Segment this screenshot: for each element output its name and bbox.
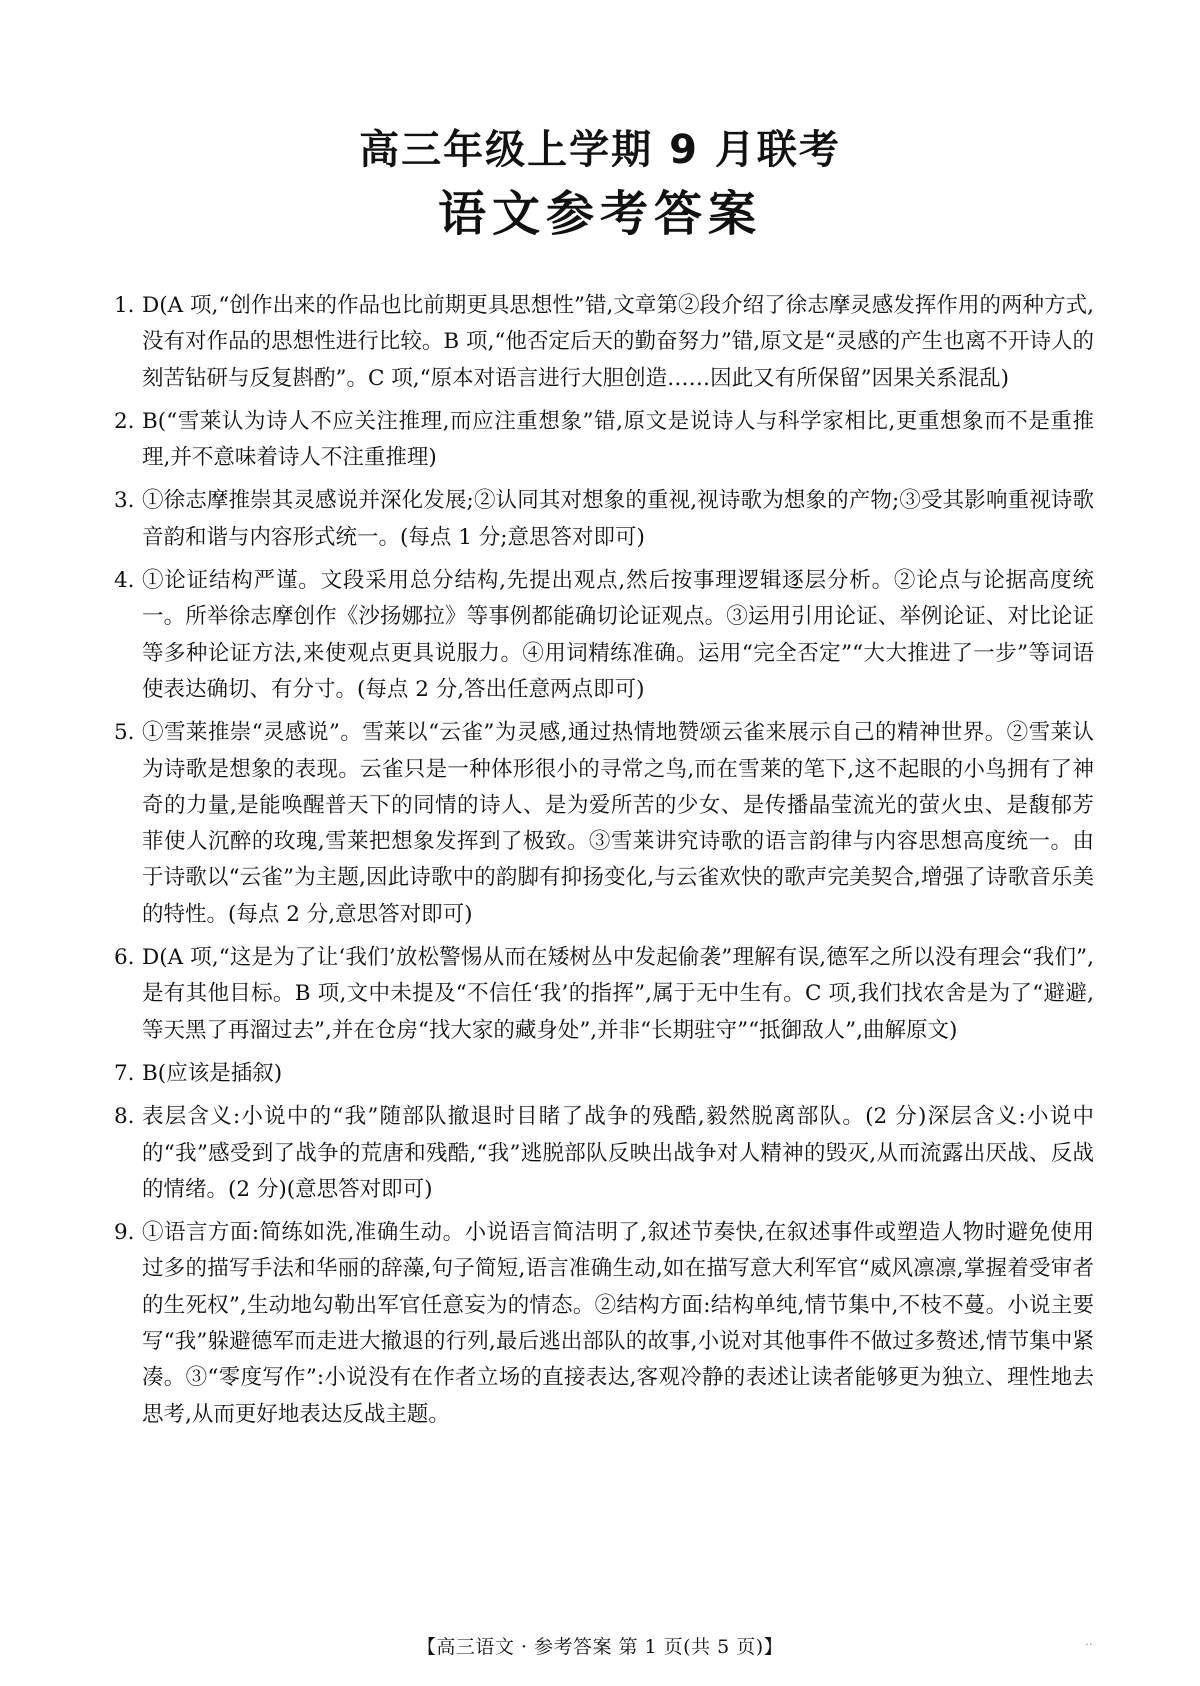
- answer-item-9: [114, 1215, 1094, 1433]
- answer-item-5: [114, 715, 1094, 933]
- answer-number: 4.: [114, 568, 135, 594]
- answer-number: 5.: [114, 720, 135, 746]
- answer-text: D(A 项,“创作出来的作品也比前期更具思想性”错,文章第②段介绍了徐志摩灵感发挥作用的两种方式,没有对作品的思想性进行比较。B 项,“他否定后天的勤奋努力”错,原文是“灵感的产生也离不开诗人的刻苦钻研与反复斟酌”。C 项,“原本对语言进行大胆创造……因此又有所保留”因果关系混乱): [142, 293, 1094, 391]
- title-block: [0, 124, 1200, 244]
- answer-number: 8.: [114, 1104, 135, 1130]
- answer-text: ①雪莱推崇“灵感说”。雪莱以“云雀”为灵感,通过热情地赞颂云雀来展示自己的精神世界。②雪莱认为诗歌是想象的表现。云雀只是一种体形很小的寻常之鸟,而在雪莱的笔下,这不起眼的小鸟拥有了神奇的力量,是能唤醒普天下的同情的诗人、是为爱所苦的少女、是传播晶莹流光的萤火虫、是馥郁芳菲使人沉醉的玫瑰,雪莱把想象发挥到了极致。③雪莱讲究诗歌的语言韵律与内容思想高度统一。由于诗歌以“云雀”为主题,因此诗歌中的韵脚有抑扬变化,与云雀欢快的歌声完美契合,增强了诗歌音乐美的特性。(每点 2 分,意思答对即可): [142, 720, 1094, 927]
- answer-text: D(A 项,“这是为了让‘我们’放松警惕从而在矮树丛中发起偷袭”理解有误,德军之所以没有理会“我们”,是有其他目标。B 项,文中未提及“不信任‘我’的指挥”,属于无中生有。C 项,我们找农舍是为了“避避,等天黑了再溜过去”,并在仓房“找大家的藏身处”,并非“长期驻守”“抵御敌人”,曲解原文): [142, 945, 1094, 1043]
- document-subtitle: 语文参考答案: [437, 186, 762, 242]
- answer-item-4: [114, 563, 1094, 708]
- scan-mark: ..: [1085, 1634, 1093, 1648]
- answer-text: ①徐志摩推崇其灵感说并深化发展;②认同其对想象的重视,视诗歌为想象的产物;③受其影响重视诗歌音韵和谐与内容形式统一。(每点 1 分;意思答对即可): [142, 488, 1094, 550]
- answer-item-1: [114, 288, 1094, 397]
- answer-item-3: [114, 483, 1094, 556]
- answer-text: B(应该是插叙): [142, 1060, 283, 1086]
- answer-text: 表层含义:小说中的“我”随部队撤退时目睹了战争的残酷,毅然脱离部队。(2 分)深层含义:小说中的“我”感受到了战争的荒唐和残酷,“我”逃脱部队反映出战争对人精神的毁灭,从而流露出厌战、反战的情绪。(2 分)(意思答对即可): [142, 1104, 1094, 1202]
- exam-title: 高三年级上学期 9 月联考: [359, 127, 841, 173]
- answer-number: 2.: [114, 408, 135, 434]
- answer-number: 9.: [114, 1220, 135, 1246]
- answer-item-8: [114, 1099, 1094, 1208]
- answer-number: 3.: [114, 488, 135, 514]
- answer-number: 7.: [114, 1060, 135, 1086]
- answer-item-2: [114, 404, 1094, 477]
- answer-text: ①语言方面:简练如洗,准确生动。小说语言简洁明了,叙述节奏快,在叙述事件或塑造人物时避免使用过多的描写手法和华丽的辞藻,句子简短,语言准确生动,如在描写意大利军官“威风凛凛,掌握着受审者的生死权”,生动地勾勒出军官任意妄为的情态。②结构方面:结构单纯,情节集中,不枝不蔓。小说主要写“我”躲避德军而走进大撤退的行列,最后逃出部队的故事,小说对其他事件不做过多赘述,情节集中紧凑。③“零度写作”:小说没有在作者立场的直接表达,客观冷静的表述让读者能够更为独立、理性地去思考,从而更好地表达反战主题。: [142, 1220, 1094, 1427]
- answer-item-6: [114, 940, 1094, 1049]
- answer-list: [114, 288, 1094, 1440]
- answer-item-7: [114, 1056, 1094, 1092]
- page-footer: 【高三语文 · 参考答案 第 1 页(共 5 页)】: [416, 1636, 784, 1658]
- answer-text: B(“雪莱认为诗人不应关注推理,而应注重想象”错,原文是说诗人与科学家相比,更重想象而不是重推理,并不意味着诗人不注重推理): [142, 408, 1094, 471]
- answer-number: 1.: [114, 293, 135, 318]
- answer-text: ①论证结构严谨。文段采用总分结构,先提出观点,然后按事理逻辑逐层分析。②论点与论据高度统一。所举徐志摩创作《沙扬娜拉》等事例都能确切论证观点。③运用引用论证、举例论证、对比论证等多种论证方法,来使观点更具说服力。④用词精练准确。运用“完全否定”“大大推进了一步”等词语使表达确切、有分寸。(每点 2 分,答出任意两点即可): [142, 568, 1094, 702]
- answer-number: 6.: [114, 945, 135, 971]
